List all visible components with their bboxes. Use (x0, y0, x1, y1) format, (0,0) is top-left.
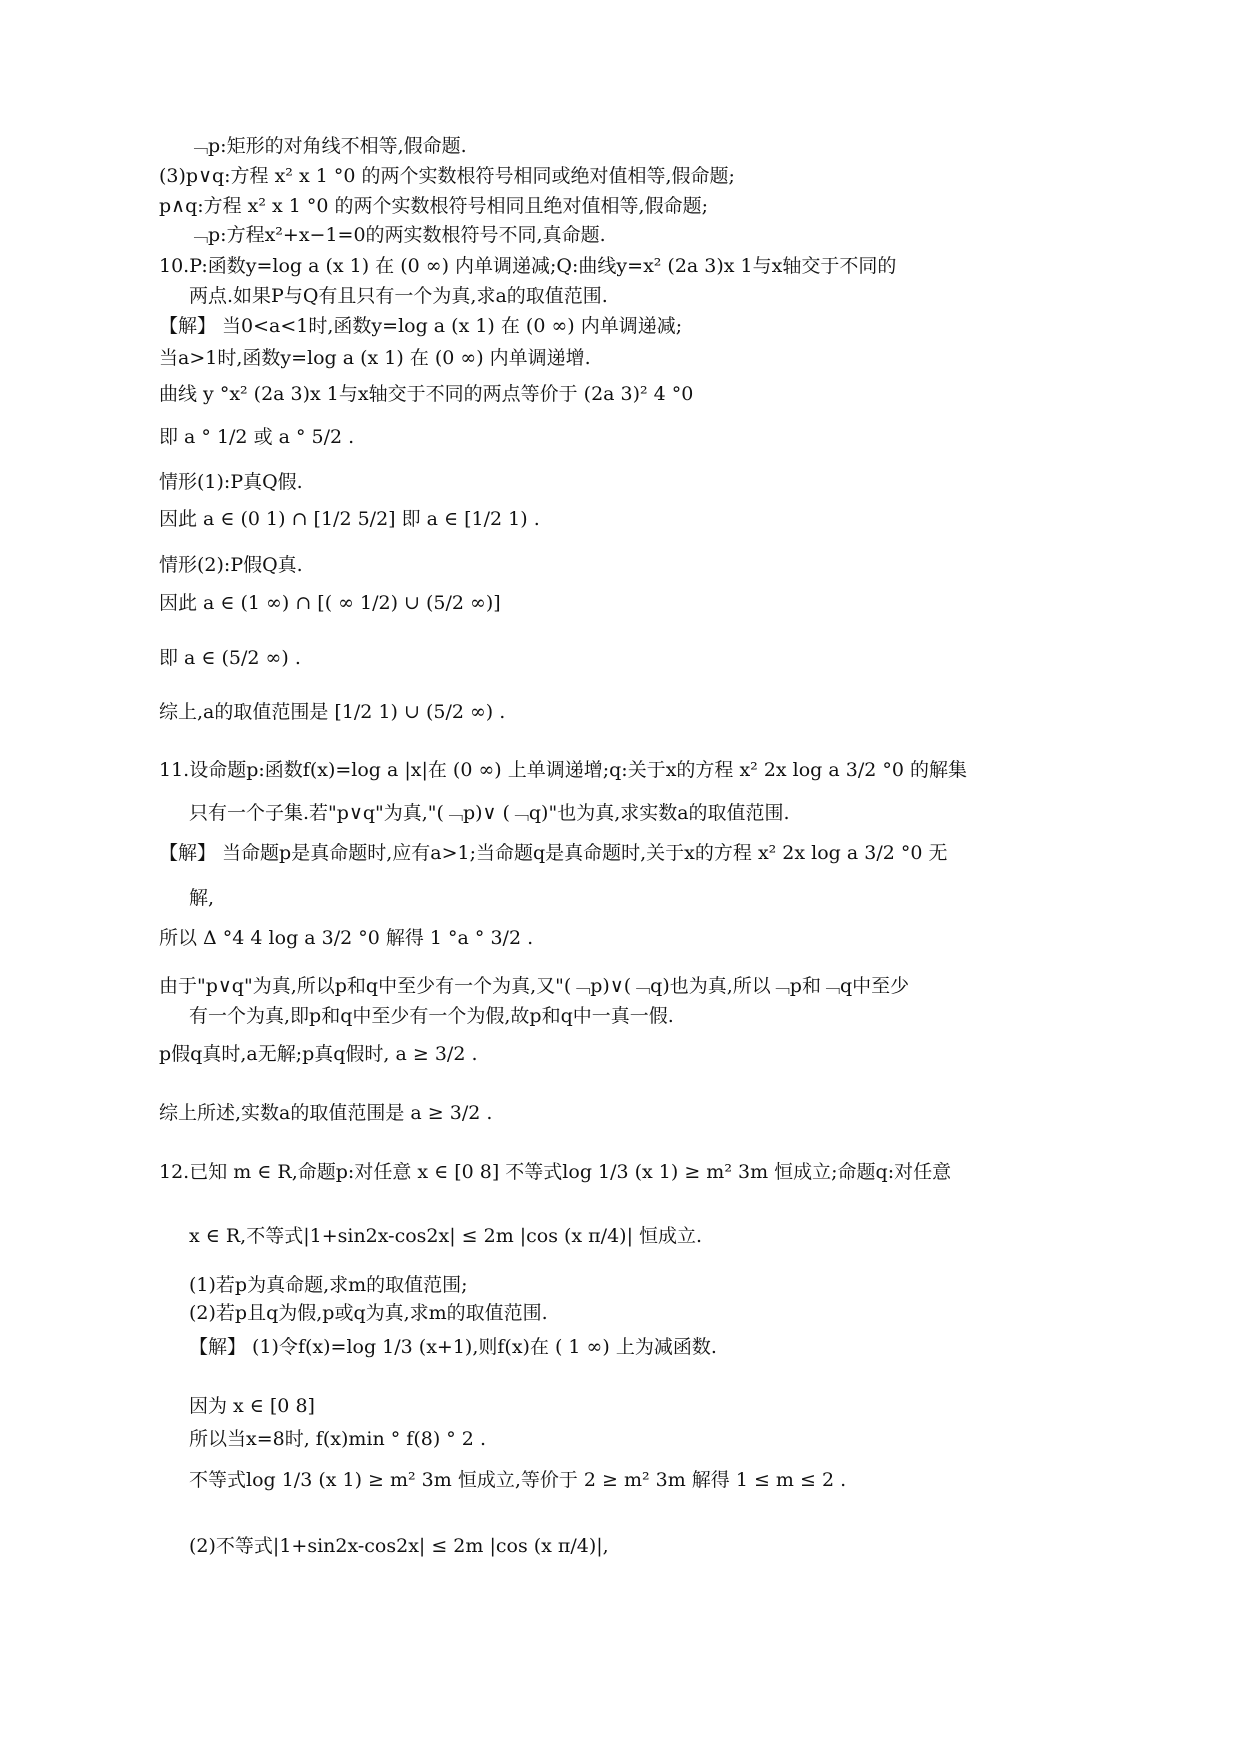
text-line: 只有一个子集.若"p∨q"为真,"(﹁p)∨ (﹁q)"也为真,求实数a的取值范围. (189, 802, 790, 824)
text-line: p∧q:方程 x² x 1 °0 的两个实数根符号相同且绝对值相等,假命题; (159, 195, 708, 217)
text-line: 所以当x=8时, f(x)min ° f(8) ° 2 . (189, 1428, 486, 1450)
text-line: (2)若p且q为假,p或q为真,求m的取值范围. (189, 1302, 548, 1324)
text-line: 情形(2):P假Q真. (159, 554, 303, 576)
text-line: 【解】 当0<a<1时,函数y=log a (x 1) 在 (0 ∞) 内单调递减; (159, 315, 683, 337)
text-line: 11.设命题p:函数f(x)=log a |x|在 (0 ∞) 上单调递增;q:关于x的方程 x² 2x log a 3/2 °0 的解集 (159, 759, 968, 781)
text-line: 因此 a ∈ (0 1) ∩ [1/2 5/2] 即 a ∈ [1/2 1) . (159, 508, 540, 530)
text-line: 当a>1时,函数y=log a (x 1) 在 (0 ∞) 内单调递增. (159, 347, 591, 369)
text-line: 12.已知 m ∈ R,命题p:对任意 x ∈ [0 8] 不等式log 1/3 (x 1) ≥ m² 3m 恒成立;命题q:对任意 (159, 1161, 952, 1183)
text-line: 因此 a ∈ (1 ∞) ∩ [( ∞ 1/2) ∪ (5/2 ∞)] (159, 592, 501, 614)
text-line: 【解】 当命题p是真命题时,应有a>1;当命题q是真命题时,关于x的方程 x² 2x log a 3/2 °0 无 (159, 842, 948, 864)
text-line: 因为 x ∈ [0 8] (189, 1395, 315, 1417)
text-line: x ∈ R,不等式|1+sin2x-cos2x| ≤ 2m |cos (x π/4)| 恒成立. (189, 1225, 703, 1247)
text-line: 综上,a的取值范围是 [1/2 1) ∪ (5/2 ∞) . (159, 701, 506, 723)
text-line: (3)p∨q:方程 x² x 1 °0 的两个实数根符号相同或绝对值相等,假命题; (159, 165, 735, 187)
text-line: 曲线 y °x² (2a 3)x 1与x轴交于不同的两点等价于 (2a 3)² 4 °0 (159, 383, 694, 405)
text-line: ﹁p:矩形的对角线不相等,假命题. (189, 135, 467, 157)
text-line: 有一个为真,即p和q中至少有一个为假,故p和q中一真一假. (189, 1005, 674, 1027)
text-line: (2)不等式|1+sin2x-cos2x| ≤ 2m |cos (x π/4)|, (189, 1535, 609, 1557)
text-line: 即 a ° 1/2 或 a ° 5/2 . (159, 426, 355, 448)
text-line: 不等式log 1/3 (x 1) ≥ m² 3m 恒成立,等价于 2 ≥ m² 3m 解得 1 ≤ m ≤ 2 . (189, 1469, 847, 1491)
text-line: 情形(1):P真Q假. (159, 471, 303, 493)
text-line: ﹁p:方程x²+x−1=0的两实数根符号不同,真命题. (189, 224, 606, 246)
text-line: (1)若p为真命题,求m的取值范围; (189, 1274, 468, 1296)
text-line: 即 a ∈ (5/2 ∞) . (159, 647, 301, 669)
text-line: 解, (189, 887, 215, 909)
text-line: 所以 Δ °4 4 log a 3/2 °0 解得 1 °a ° 3/2 . (159, 927, 534, 949)
text-line: 由于"p∨q"为真,所以p和q中至少有一个为真,又"(﹁p)∨(﹁q)也为真,所以﹁p和﹁q中至少 (159, 975, 910, 997)
text-line: p假q真时,a无解;p真q假时, a ≥ 3/2 . (159, 1043, 478, 1065)
text-line: 【解】 (1)令f(x)=log 1/3 (x+1),则f(x)在 ( 1 ∞) 上为减函数. (189, 1336, 717, 1358)
text-line: 10.P:函数y=log a (x 1) 在 (0 ∞) 内单调递减;Q:曲线y=x² (2a 3)x 1与x轴交于不同的 (159, 255, 897, 277)
text-line: 两点.如果P与Q有且只有一个为真,求a的取值范围. (189, 285, 608, 307)
text-line: 综上所述,实数a的取值范围是 a ≥ 3/2 . (159, 1102, 493, 1124)
